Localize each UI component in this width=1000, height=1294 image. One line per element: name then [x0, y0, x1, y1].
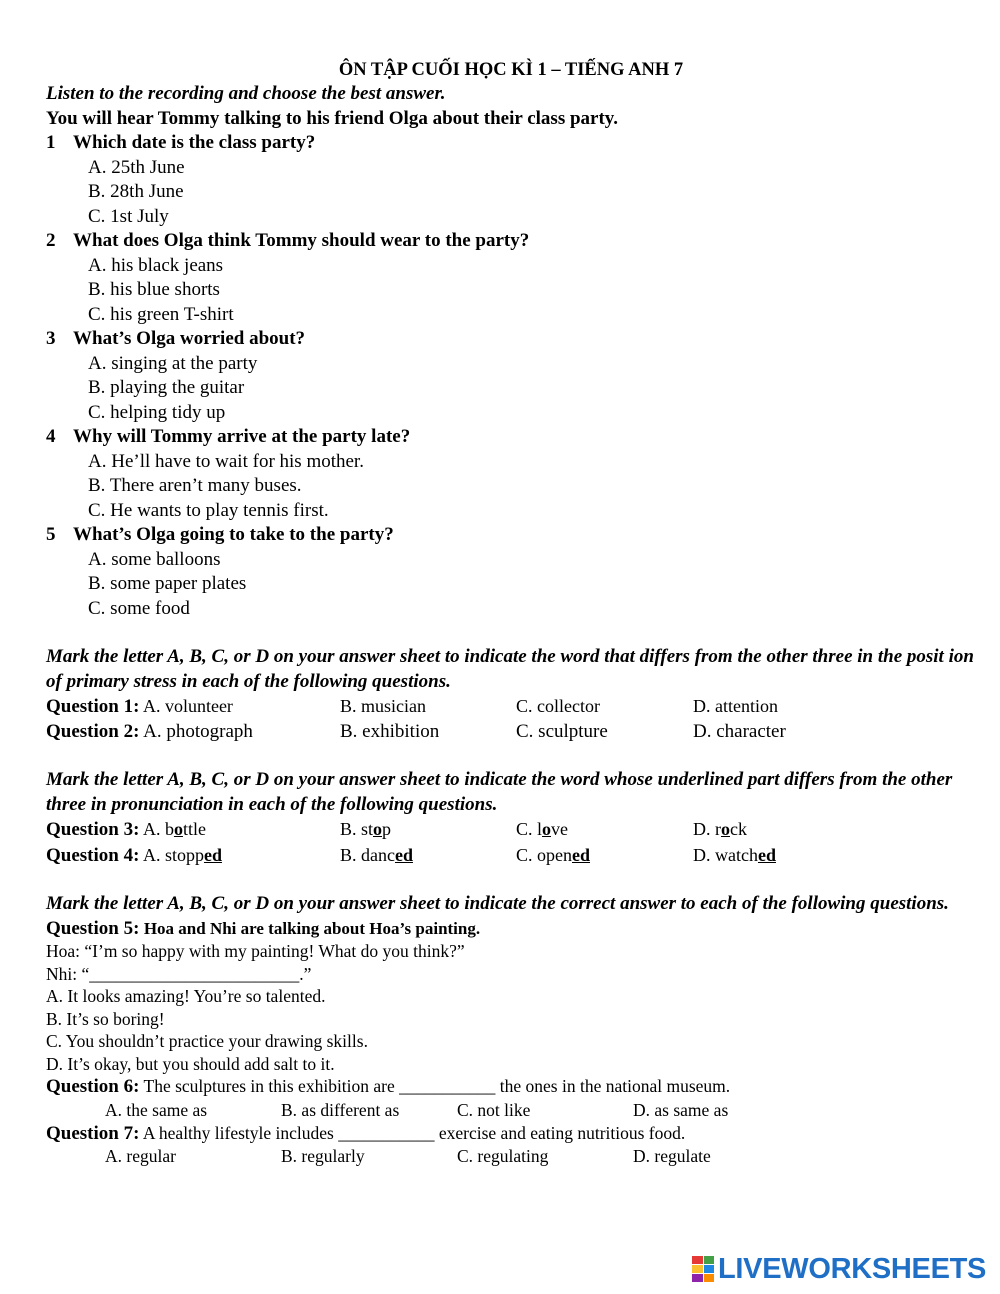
q6-option-b[interactable]: B. as different as: [281, 1099, 400, 1120]
question-7-options: [46, 1145, 976, 1168]
q1-option-a[interactable]: A. volunteer: [142, 696, 233, 716]
q4-option-d[interactable]: D. watched: [693, 844, 776, 865]
pronunciation-instruction: Mark the letter A, B, C, or D on your answer sheet to indicate the word whose underlined part differs from the other three in pronunciation in each of the following questions.: [46, 769, 953, 815]
listening-q5-option-b[interactable]: B. some paper plates: [88, 573, 247, 594]
q2-option-b[interactable]: B. exhibition: [340, 720, 440, 742]
q3-option-a[interactable]: A. bottle: [142, 819, 206, 839]
listening-question-number: 2: [46, 230, 56, 251]
listening-q4-option-b[interactable]: B. There aren’t many buses.: [88, 475, 302, 496]
listening-intro: You will hear Tommy talking to his friend Olga about their class party.: [46, 107, 619, 129]
listening-question-text: What does Olga think Tommy should wear to the party?: [73, 230, 530, 251]
question-7-label: Question 7:: [46, 1122, 140, 1144]
worksheet-page: [46, 58, 976, 1168]
logo-icon-square: [704, 1274, 715, 1282]
q4-option-c[interactable]: C. opened: [516, 844, 590, 865]
question-4-label: Question 4:: [46, 844, 140, 866]
q1-option-d[interactable]: D. attention: [693, 696, 778, 716]
question-5-hoa-line: Hoa: “I’m so happy with my painting! What do you think?”: [46, 941, 465, 961]
listening-question-number: 4: [46, 426, 56, 447]
listening-question-text: What’s Olga going to take to the party?: [73, 524, 394, 545]
listening-q2-option-b[interactable]: B. his blue shorts: [88, 279, 220, 300]
listening-questions: [46, 131, 976, 621]
grammar-instruction: Mark the letter A, B, C, or D on your answer sheet to indicate the correct answer to each of the following questions.: [46, 893, 949, 914]
q2-option-c[interactable]: C. sculpture: [516, 720, 608, 742]
listening-q4-option-c[interactable]: C. He wants to play tennis first.: [88, 499, 329, 521]
q3-option-b[interactable]: B. stop: [340, 819, 392, 839]
logo-icon-square: [704, 1256, 715, 1264]
question-1-label: Question 1:: [46, 696, 140, 717]
q5-option-a[interactable]: A. It looks amazing! You’re so talented.: [46, 986, 326, 1006]
question-6-text: The sculptures in this exhibition are ___________ the ones in the national museum.: [143, 1076, 731, 1096]
question-5-label: Question 5:: [46, 917, 140, 939]
q5-option-b[interactable]: B. It’s so boring!: [46, 1008, 165, 1029]
logo-icon-square: [704, 1265, 715, 1273]
listening-instruction: Listen to the recording and choose the best answer.: [46, 83, 446, 104]
q1-option-b[interactable]: B. musician: [340, 696, 426, 716]
listening-q5-option-c[interactable]: C. some food: [88, 597, 190, 619]
question-4-row: [46, 843, 976, 869]
liveworksheets-logo-text: LIVEWORKSHEETS: [718, 1252, 987, 1285]
question-7-text: A healthy lifestyle includes ___________ exercise and eating nutritious food.: [142, 1122, 686, 1143]
listening-question-number: 1: [46, 132, 56, 153]
listening-q4-option-a[interactable]: A. He’ll have to wait for his mother.: [88, 450, 364, 472]
liveworksheets-logo[interactable]: [692, 1254, 986, 1284]
q2-option-d[interactable]: D. character: [693, 720, 786, 742]
q4-option-a[interactable]: A. stopped: [142, 844, 222, 865]
logo-icon-square: [692, 1265, 703, 1273]
q7-option-d[interactable]: D. regulate: [633, 1146, 711, 1166]
listening-question-number: 3: [46, 328, 56, 349]
listening-q3-option-c[interactable]: C. helping tidy up: [88, 401, 226, 423]
listening-q3-option-a[interactable]: A. singing at the party: [88, 352, 258, 374]
listening-q2-option-c[interactable]: C. his green T-shirt: [88, 303, 234, 325]
q6-option-d[interactable]: D. as same as: [633, 1099, 729, 1120]
question-3-label: Question 3:: [46, 819, 140, 840]
listening-question-text: Which date is the class party?: [73, 132, 316, 153]
listening-q1-option-a[interactable]: A. 25th June: [88, 156, 185, 178]
listening-q3-option-b[interactable]: B. playing the guitar: [88, 377, 245, 398]
listening-q5-option-a[interactable]: A. some balloons: [88, 548, 221, 570]
page-title: ÔN TẬP CUỐI HỌC KÌ 1 – TIẾNG ANH 7: [338, 60, 684, 80]
question-6-label: Question 6:: [46, 1076, 140, 1097]
listening-q2-option-a[interactable]: A. his black jeans: [88, 254, 224, 276]
listening-q1-option-c[interactable]: C. 1st July: [88, 205, 169, 227]
q5-option-d[interactable]: D. It’s okay, but you should add salt to it.: [46, 1053, 335, 1074]
q7-option-b[interactable]: B. regularly: [281, 1146, 365, 1166]
question-6-stem: [46, 1075, 976, 1099]
listening-question-3: [46, 327, 976, 352]
q6-option-a[interactable]: A. the same as: [105, 1099, 208, 1120]
q7-option-c[interactable]: C. regulating: [457, 1146, 549, 1166]
question-1-row: [46, 694, 976, 720]
question-2-row: [46, 720, 976, 745]
listening-question-4: [46, 425, 976, 450]
stress-instruction: Mark the letter A, B, C, or D on your answer sheet to indicate the word that differs from the other three in the posit ion of primary stress in each of the following questions.: [46, 646, 974, 692]
q3-option-d[interactable]: D. rock: [693, 819, 747, 839]
question-2-label: Question 2:: [46, 720, 140, 742]
listening-question-number: 5: [46, 524, 56, 545]
q5-option-c[interactable]: C. You shouldn’t practice your drawing skills.: [46, 1031, 368, 1051]
question-3-row: [46, 817, 976, 843]
q7-option-a[interactable]: A. regular: [105, 1146, 176, 1166]
listening-question-1: [46, 131, 976, 156]
logo-icon-square: [692, 1274, 703, 1282]
question-5-header: [46, 917, 976, 941]
listening-q1-option-b[interactable]: B. 28th June: [88, 181, 184, 202]
q1-option-c[interactable]: C. collector: [516, 696, 600, 716]
listening-question-2: [46, 229, 976, 254]
listening-question-text: Why will Tommy arrive at the party late?: [73, 426, 411, 447]
question-5-nhi-line: Nhi: “________________________.”: [46, 963, 312, 984]
listening-question-text: What’s Olga worried about?: [73, 328, 306, 349]
question-6-options: [46, 1099, 976, 1122]
logo-icon-square: [692, 1256, 703, 1264]
liveworksheets-logo-icon: [692, 1256, 714, 1282]
q2-option-a[interactable]: A. photograph: [143, 720, 253, 742]
question-7-stem: [46, 1122, 976, 1146]
listening-question-5: [46, 523, 976, 548]
q3-option-c[interactable]: C. love: [516, 819, 569, 839]
question-5-intro: Hoa and Nhi are talking about Hoa’s painting.: [143, 918, 481, 938]
q6-option-c[interactable]: C. not like: [457, 1099, 531, 1120]
q4-option-b[interactable]: B. danced: [340, 844, 413, 865]
